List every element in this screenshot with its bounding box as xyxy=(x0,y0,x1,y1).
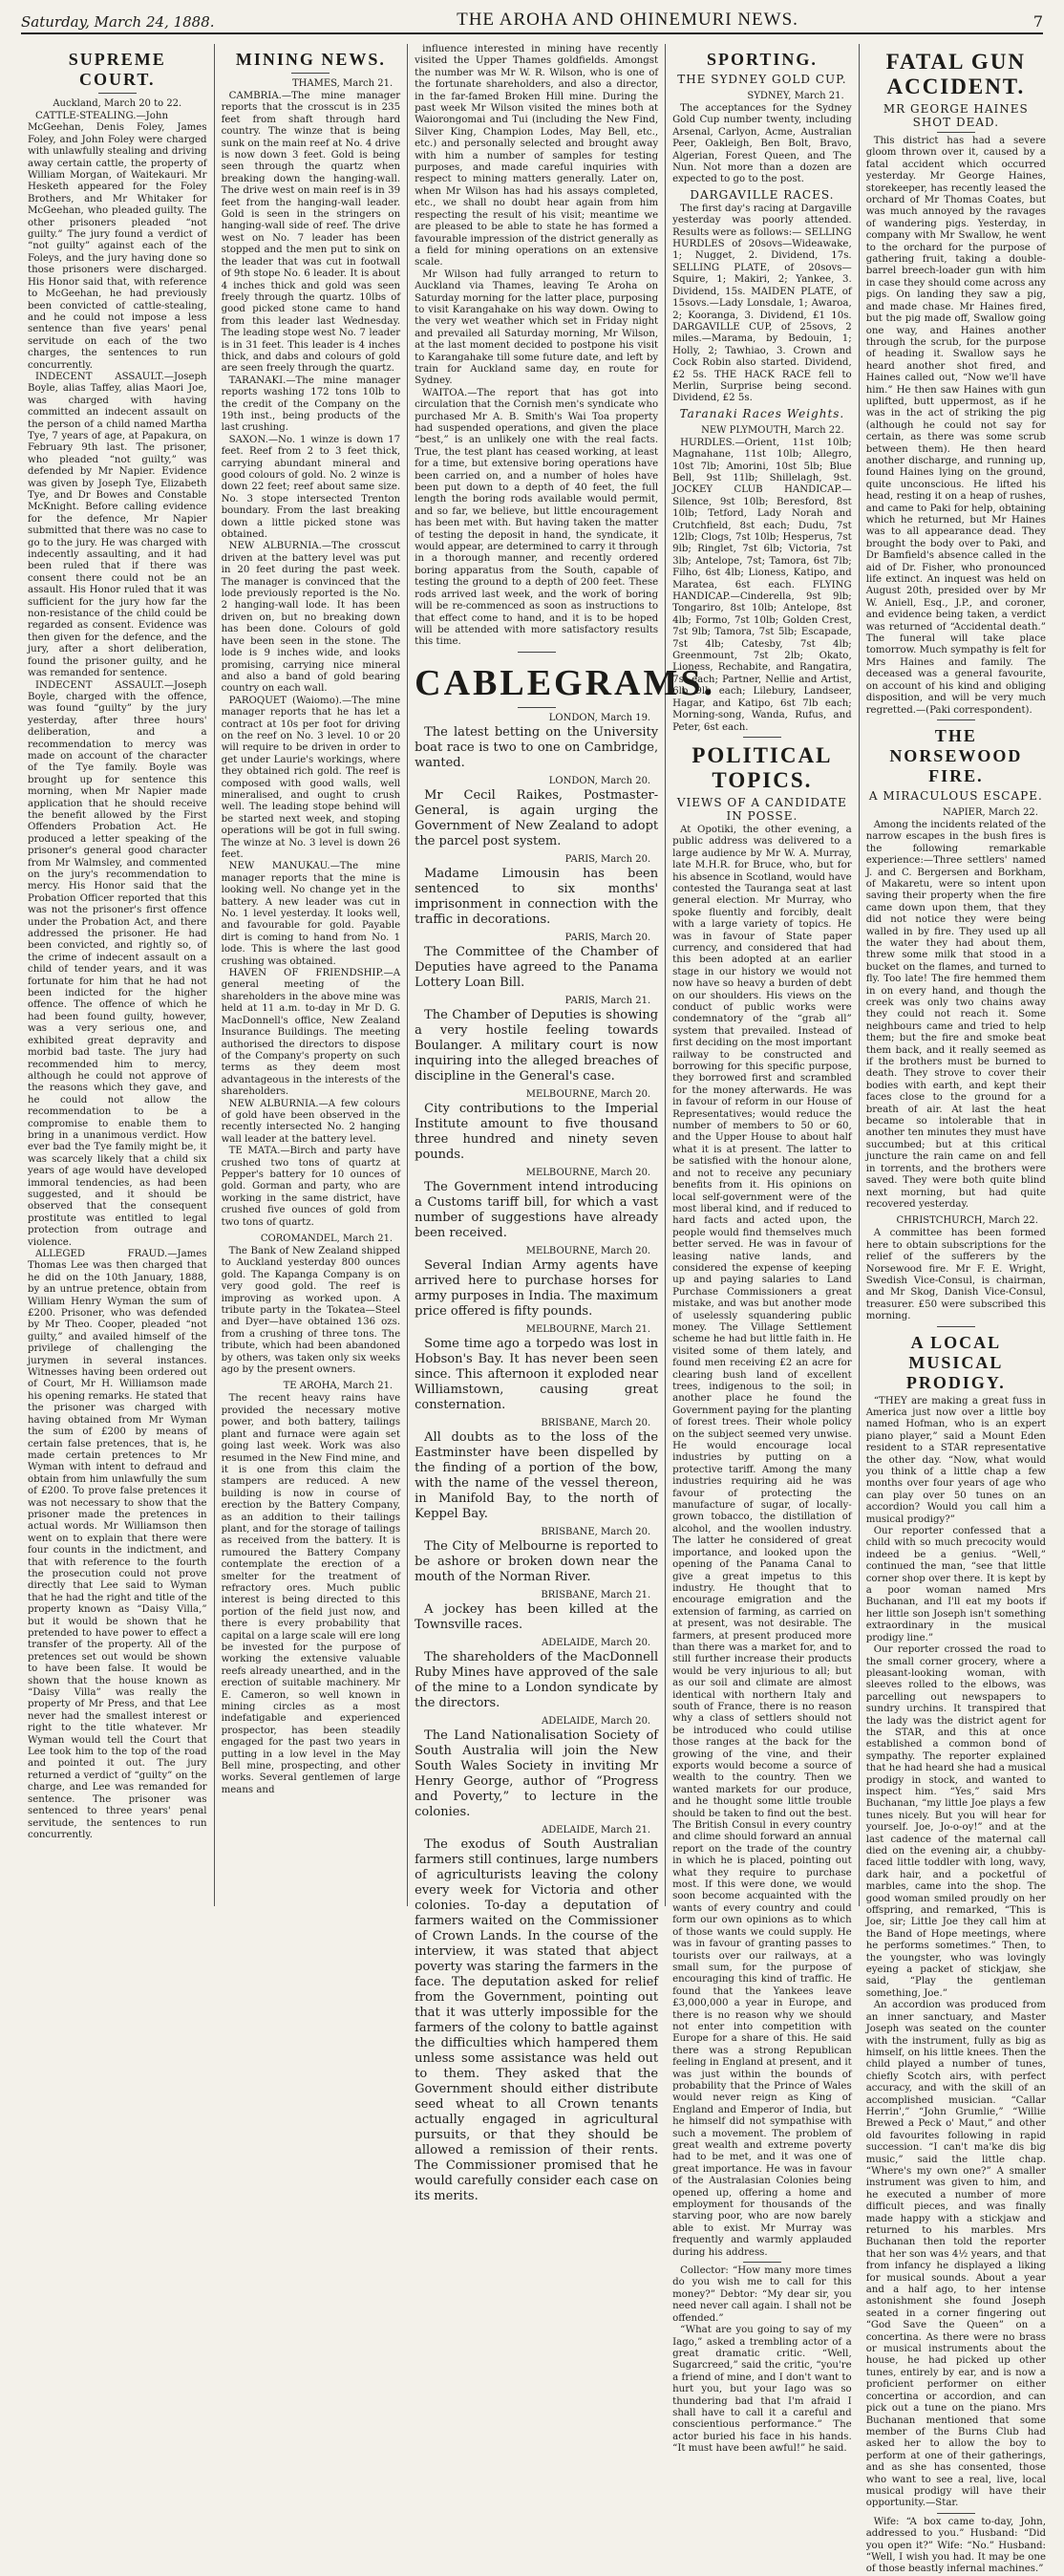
cablegram-item xyxy=(415,854,658,928)
article-paragraph: Wife: “A box came to-day, John, addressed to you.” Husband: “Did you open it?” Wife: “No.” Husband: “Well, I wish you had. It may be one of those beastly infernal machines.” xyxy=(865,2516,1046,2575)
divider xyxy=(291,73,330,74)
cablegram-item xyxy=(415,1246,658,1320)
cablegram-dateline: MELBOURNE, March 20. xyxy=(525,1245,651,1256)
political-topics-heading: POLITICAL TOPICS. xyxy=(692,742,833,792)
divider xyxy=(518,707,556,708)
cablegram-text: Mr Cecil Raikes, Postmaster-General, is again urging the Government of New Zealand to adopt the parcel post system. xyxy=(415,787,659,848)
dateline: THAMES, March 21. xyxy=(292,78,394,89)
article-paragraph: NEW ALBURNIA.—A few colours of gold have been observed in the recently intersected No. 2 hanging wall leader at the battery level. xyxy=(221,1098,401,1145)
article-paragraph: HAVEN OF FRIENDSHIP.—A general meeting of the shareholders in the above mine was held at 11 a.m. to-day in Mr D. G. MacDonnell's office, New Zealand Insurance Buildings. The meeting authorised the directors to dispose of the Company's property on such terms as they deem most advantageous in the interests of the shareholders. xyxy=(221,968,401,1098)
dateline: COROMANDEL, March 21. xyxy=(260,1234,394,1244)
norsewood-fire-heading: THE NORSEWOOD FIRE. xyxy=(889,725,1023,785)
cablegram-dateline: ADELAIDE, March 20. xyxy=(541,1715,651,1727)
subheading: A MIRACULOUS ESCAPE. xyxy=(868,788,1043,803)
sporting-political-column xyxy=(666,44,860,2455)
article-paragraph: TARANAKI.—The mine manager reports washing 172 tons 10lb to the credit of the Company on the 19th inst., being products of the last crushing. xyxy=(221,375,401,434)
article-paragraph: CATTLE-STEALING.—John McGeehan, Denis Foley, James Foley, and John Foley were charged with unlawfully stealing and driving away certain cattle, the property of William Morgan, of Waitekauri. Mr Hesketh appeared for the Foley Brothers, and Mr Whitaker for McGeehan, who pleaded guilty. The other prisoners pleaded “not guilty.” The jury found a verdict of “not guilty” against each of the Foleys, and the jury having done so those prisoners were discharged. His Honor said that, with reference to McGeehan, he had previously been convicted of cattle-stealing, and he could not impose a less sentence than five years' penal servitude on each of the two charges, the sentences to run concurrently. xyxy=(28,111,207,371)
article-paragraph: INDECENT ASSAULT.—Joseph Boyle, alias Taffey, alias Maori Joe, was charged with having committed an indecent assault on the person of a child named Martha Tye, 7 years of age, at Papakura, on February 9th last. The prisoner, who pleaded “not guilty,” was defended by Mr Napier. Evidence was given by Joseph Tye, Elizabeth Tye, and Dr Bowes and Constable McKnight. Before calling evidence for the defence, Mr Napier submitted that there was no case to go to the jury. He was charged with indecently assaulting, and it had been ruled that if there was consent there could not be an assault. His Honor ruled that it was sufficient for the jury how far the non-resistance of the child could be regarded as consent. Evidence was then given for the defence, and the jury, after a short deliberation, found the prisoner guilty, and he was remanded for sentence. xyxy=(28,371,207,679)
divider xyxy=(743,737,781,738)
issue-date: Saturday, March 24, 1888. xyxy=(21,13,215,31)
subheading: Taranaki Races Weights. xyxy=(679,406,845,420)
cablegram-dateline: PARIS, March 21. xyxy=(564,995,651,1006)
cablegram-dateline: ADELAIDE, March 20. xyxy=(541,1637,651,1648)
article-paragraph: INDECENT ASSAULT.—Joseph Boyle, charged with the offence, was found “guilty” by the jury yesterday, after three hours' deliberation, and a recommendation to mercy was made on account of the character of the Tye family. Boyle was brought up for sentence this morning, when Mr Napier made application that he should receive the benefit allowed by the First Offenders Probation Act. He produced a letter speaking of the prisoner's general good character from Mr Walmsley, and commented on the jury's recommendation to mercy. His Honor said that the Probation Officer reported that this was not the prisoner's first offence under the Probation Act, and there addressed the prisoner. He had been convicted, and rightly so, of the crime of indecent assault on a child of tender years, and it was fortunate for him that he had not been indicted for the higher offence. The offence of which he had been found guilty, however, was a very serious one, and exhibited great depravity and morbid bad taste. The jury had recommended him to mercy, although he could not approve of the reasons which they gave, and he could not allow the recommendation to be a compromise to enable them to bring in a unanimous verdict. How ever bad the Tye family might be, it was scarcely likely that a child six years of age would have developed immoral tendencies, as had been suggested, and it should be observed that the consequent prostitute was entitled to legal protection from outrage and violence. xyxy=(28,679,207,1248)
cablegram-item xyxy=(415,776,658,849)
cablegram-item xyxy=(415,1324,658,1413)
cablegram-item xyxy=(415,1168,658,1241)
subheading: DARGAVILLE RACES. xyxy=(690,187,835,202)
article-paragraph: Our reporter crossed the road to the small corner grocery, where a pleasant-looking woman, with sleeves rolled to the elbows, was parcelling out newspapers to sundry urchins. It transpired that the lady was the district agent for the STAR, and this at once established a common bond of sympathy. The reporter explained that he had heard she had a musical prodigy in stock, and wanted to inspect him. “Yes,” said Mrs Buchanan, “my little Joe plays a few tunes nicely. But you will hear for yourself. Joe, Jo-o-oy!” and at the last cadence of the maternal call died on the evening air, a chubby-faced little toddler with long, wavy, dark hair, and a pocketful of marbles, came into the shop. The good woman smiled proudly on her offspring, and remarked, “This is Joe, sir; Little Joe they call him at the Band of Hope meetings, where he performs sometimes.” Then, to the youngster, who was lovingly eyeing a packet of stickjaw, she said, “Play the gentleman something, Joe.” xyxy=(865,1644,1046,1999)
subheading: THE SYDNEY GOLD CUP. xyxy=(677,73,847,86)
cablegram-item xyxy=(415,1716,658,1820)
cablegram-dateline: BRISBANE, March 20. xyxy=(541,1526,651,1537)
article-paragraph: The Bank of New Zealand shipped to Auckland yesterday 800 ounces gold. The Kapanga Company is on very good gold. The reef is improving as worked upon. A tribute party in the Tokatea—Steel and Dyer—have obtained 136 ozs. from a crushing of three tons. The tribute, which had been abandoned by others, was taken only six weeks ago by the present owners. xyxy=(221,1246,401,1376)
cablegrams-column xyxy=(408,44,715,2203)
cablegram-dateline: BRISBANE, March 20. xyxy=(541,1417,651,1428)
article-paragraph: Mr Wilson had fully arranged to return to Auckland via Thames, leaving Te Aroha on Saturday morning for the latter place, purposing to visit Karangahake on his way down. Owing to the very wet weather which set in Friday night and prevailed all Saturday morning, Mr Wilson, at the last moment decided to postpone his visit to Karangahake till some future date, and left by train for Auckland same day, en route for Sydney. xyxy=(415,268,659,387)
cablegram-item xyxy=(415,1590,658,1633)
mining-news-heading: MINING NEWS. xyxy=(235,50,386,69)
cablegram-item xyxy=(415,1638,658,1711)
supreme-court-column xyxy=(21,44,215,1906)
sporting-heading: SPORTING. xyxy=(706,50,818,69)
divider xyxy=(98,93,137,94)
article-paragraph: SAXON.—No. 1 winze is down 17 feet. Reef from 2 to 3 feet thick, carrying abundant mineral and good colours of gold. No. 2 winze is down 22 feet; reef about same size. No. 3 stope intersected Trenton boundary. From the last breaking down a little picked stone was obtained. xyxy=(221,434,401,541)
divider xyxy=(937,2513,975,2514)
cablegram-item xyxy=(415,1418,658,1522)
cablegrams-heading: CABLEGRAMS. xyxy=(415,662,715,703)
dateline: CHRISTCHURCH, March 22. xyxy=(896,1215,1038,1227)
subheading: VIEWS OF A CANDIDATE IN POSSE. xyxy=(676,795,847,823)
cablegram-dateline: ADELAIDE, March 21. xyxy=(541,1824,651,1835)
cablegram-item xyxy=(415,713,658,771)
supreme-court-heading: SUPREME COURT. xyxy=(68,50,166,89)
divider xyxy=(937,719,975,720)
dateline: NAPIER, March 22. xyxy=(943,806,1038,818)
divider xyxy=(937,132,975,133)
cablegram-list xyxy=(415,713,658,2204)
article-paragraph: WAITOA.—The report that has got into circulation that the Cornish men's syndicate who purchased Mr A. B. Smith's Wai Toa property had suspended operations, and given the place “best,” is an unlikely one with the real facts. True, the test plant has ceased working, at least for a time, but extensive boring operations have been carried on, and a number of holes have been put down to a depth of 40 feet, the full length the boring rods available would permit, and so far, we believe, but little encouragement has been met with. But having taken the matter of testing the deposit in hand, the syndicate, it would appear, are determined to carry it through in a thorough manner, and recently ordered boring apparatus from the South, capable of testing the ground to a depth of 200 feet. These rods arrived last week, and the work of boring will be re-commenced as soon as instructions to that effect come to hand, and it is to be hoped will be attended with more satisfactory results this time. xyxy=(415,387,659,648)
cablegram-text: The Chamber of Deputies is showing a very hostile feeling towards Boulanger. A military court is now inquiring into the alleged breaches of discipline in the General's case. xyxy=(415,1007,659,1084)
dateline: Auckland, March 20 to 22. xyxy=(53,98,182,109)
article-paragraph: This district has had a severe gloom thrown over it, caused by a fatal accident which occurred yesterday. Mr George Haines, storekeeper, has recently leased the orchard of Mr Thomas Coates, but was much annoyed by the ravages of wandering pigs. Yesterday, in company with Mr Swallow, he went to the orchard for the purpose of gathering fruit, taking a double-barrel breech-loader gun with him in case they should come across any pigs. On landing they saw a pig, and made chase. Mr Haines fired, but the pig made off, Swallow going one way, and Haines another through the scrub, for the purpose of heading it. Swallow says he heard another shot fired, and Haines called out, “Now we'll have him.” He then saw Haines with gun uplifted, butt uppermost, as if he was in the act of striking the pig (although he could not say for certain, as there was some scrub between them). He then heard another discharge, and running up, found Haines lying on the ground, quite unconscious. He lifted his head, resting it on a heap of rushes, and came to Paki for help, obtaining which he returned, but Mr Haines was to all appearance dead. They brought the body over to Paki, and Dr Bamfield's absence called in the aid of Dr. Fisher, who pronounced life extinct. An inquest was held on August 20th, presided over by Mr W. Aniell, Esq., J.P., and coroner, and evidence being taken, a verdict was returned of “Accidental death.” The funeral will take place tomorrow. Much sympathy is felt for Mrs Haines and family. The deceased was a general favourite, on account of his kind and obliging disposition, and will be very much regretted.—(Paki correspondent). xyxy=(865,136,1046,716)
article-paragraph: ALLEGED FRAUD.—James Thomas Lee was then charged that he did on the 10th January, 1888, by an untrue pretence, obtain from William Henry Wyman the sum of £200. Prisoner, who was defended by Mr Theo. Cooper, pleaded “not guilty,” and availed himself of the privilege of challenging the jurymen in several instances. Witnesses having been ordered out of Court, Mr H. Williamson made his opening remarks. He stated that the prisoner was charged with having obtained from Mr Wyman the sum of £200 by means of certain false pretences, that is, he made certain pretences to Mr Wyman with intent to defraud and obtain from him unlawfully the sum of £200. To prove false pretences it was not necessary to show that the prisoner made the pretences in actual words. Mr Williamson then went on to explain that there were four counts in the indictment, and that with reference to the fourth the prosecution could not prove directly that Lee said to Wyman that he had the right and title of the property known as “Daisy Villa,” but it would be shown that he pretended to have power to effect a transfer of the property. All of the pretences set out would be shown to have been false. It would be shown that the house known as “Daisy Villa” was really the property of Mr Press, and that Lee never had the smallest interest or right to the title whatever. Mr Wyman would tell the Court that Lee took him to the top of the road and pointed it out. The jury returned a verdict of “guilty” on the charge, and Lee was remanded for sentence. The prisoner was sentenced to three years' penal servitude, the sentences to run concurrently. xyxy=(28,1249,207,1840)
article-paragraph: Our reporter confessed that a child with so much precocity would indeed be a genius. “Well,” continued the man, “see that little corner shop over there. It is kept by a poor woman named Mrs Buchanan, and I'll eat my boots if her little son Joseph isn't something extraordinary in the musical prodigy line.” xyxy=(865,1526,1046,1643)
article-paragraph: CAMBRIA.—The mine manager reports that the crosscut is in 235 feet from shaft through hard country. The winze that is being sunk on the main reef at No. 4 drive is now down 3 feet. Gold is being seen through the quartz when breaking down the hanging-wall. The drive west on main reef is in 39 feet from the hanging-wall leader. Gold is seen in the stringers on hanging-wall side of reef. The drive west on No. 7 leader has been stopped and the men put to sink on the leader that was cut in footwall of 9th stope No. 6 leader. It is about 4 inches thick and gold was seen freely through the quartz. 10lbs of good picked stone came to hand from this leader last Wednesday. The leading stope west No. 7 leader is in 31 feet. This leader is 4 inches thick, and dabs and colours of gold are seen freely through the quartz. xyxy=(221,91,401,375)
cablegram-text: The latest betting on the University boat race is two to one on Cambridge, wanted. xyxy=(415,724,659,770)
article-paragraph: A committee has been formed here to obtain subscriptions for the relief of the sufferers by the Norsewood fire. Mr F. E. Wright, Swedish Vice-Consul, is chairman, and Mr Skog, Danish Vice-Consul, treasurer. £50 were subscribed this morning. xyxy=(865,1228,1046,1322)
cablegram-item xyxy=(415,933,658,991)
fatal-gun-accident-heading: FATAL GUN ACCIDENT. xyxy=(885,50,1027,98)
article-paragraph: TE MATA.—Birch and party have crushed two tons of quartz at Pepper's battery for 10 ounces of gold. Gorman and party, who are working in the same district, have crushed five ounces of gold from two tons of quartz. xyxy=(221,1146,401,1228)
cablegram-text: A jockey has been killed at the Townsville races. xyxy=(415,1601,659,1632)
article-paragraph: Collector: “How many more times do you wish me to call for this money?” Debtor: “My dear sir, you need never call again. I shall not be offended.” xyxy=(672,2265,852,2324)
cablegram-text: The Government intend introducing a Customs tariff bill, for which a vast number of suggestions have already been received. xyxy=(415,1179,659,1240)
cablegram-dateline: LONDON, March 20. xyxy=(548,775,651,786)
article-paragraph: Among the incidents related of the narrow escapes in the bush fires is the following remarkable experience:—Three settlers' named J. and C. Bergersen and Borkham, of Makaretu, were so intent upon saving their property when the fire came down upon them, that they did not notice they were being walled in by fire. They used up all the water they had about them, threw some milk that stood in a bucket on the flames, and turned to fly. Too late! The fire hemmed them in on every hand, and though the creek was only two chains away they could not reach it. Some neighbours came and tried to help them; but the fire and smoke beat them back, and it really seemed as if the brothers must be burned to death. They strove to cover their bodies with earth, and kept their faces close to the ground for a breath of air. At last the heat became so intolerable that in another ten minutes they must have succumbed; but at this critical juncture the rain came on and fell in torrents, and the brothers were saved. They were both quite blind next morning, but had quite recovered yesterday. xyxy=(865,819,1046,1210)
article-paragraph: The recent heavy rains have provided the necessary motive power, and both battery, tailings plant and furnace were again set going last week. Work was also resumed in the New Find mine, and it is one from this claim the stampers are reduced. A new building is now in course of erection by the Battery Company, as an addition to their tailings plant, and for the storage of tailings as received from the battery. It is rumoured the Battery Company contemplate the erection of a smelter for the treatment of refractory ores. Much public interest is being directed to this portion of the field just now, and there is every probability that capital on a large scale will ere long be invested for the purpose of working the extensive valuable reefs already unearthed, and in the erection of suitable machinery. Mr E. Cameron, so well known in mining circles as a most indefatigable and experienced prospector, has been steadily engaged for the past two years in putting in a low level in the May Bell mine, prospecting, and other works. Several gentlemen of large means and xyxy=(221,1393,401,1795)
article-paragraph: An accordion was produced from an inner sanctuary, and Master Joseph was seated on the counter with the instrument, fully as big as himself, on his little knees. Then the child played a number of tunes, chiefly Scotch airs, with perfect accuracy, and with the skill of an accomplished musician. “Callar Herrin',” “John Grumlie,” “Willie Brewed a Peck o' Maut,” and other old favourites following in rapid succession. “I can't ma'ke dis big music,” said the little chap. “Where's my own one?” A smaller instrument was given to him, and he executed a number of more difficult pieces, and was finally made happy with a stickjaw and returned to his marbles. Mrs Buchanan then told the reporter that her son was 4½ years, and that from infancy he displayed a liking for musical sounds. About a year and a half ago, to her intense astonishment she found Joseph seated in a corner fingering out “God Save the Queen” on a concertina. As there were no brass or musical instruments about the house, he had picked up other tunes, entirely by ear, and is now a proficient performer on either concertina or accordion, and can pick out a tune on the piano. Mrs Buchanan mentioned that some member of the Burns Club had asked her to allow the boy to perform at one of their gatherings, and as she has consented, those who want to see a real, live, local musical prodigy will have their opportunity.—Star. xyxy=(865,2000,1046,2509)
cablegram-dateline: PARIS, March 20. xyxy=(564,932,651,943)
cablegram-item xyxy=(415,1089,658,1163)
mining-news-column xyxy=(215,44,409,1906)
cablegram-dateline: LONDON, March 19. xyxy=(548,712,651,723)
cablegram-text: City contributions to the Imperial Institute amount to five thousand three hundred and ninety seven pounds. xyxy=(415,1101,659,1162)
cablegram-item xyxy=(415,996,658,1084)
cablegram-item xyxy=(415,1825,658,2204)
article-paragraph: The acceptances for the Sydney Gold Cup number twenty, including Arsenal, Carlyon, Acme, Australian Peer, Oakleigh, Ben Bolt, Bravo, Algerian, Forest Queen, and The Nun. Not more than a dozen are expected to go to the post. xyxy=(672,103,852,185)
article-paragraph: At Opotiki, the other evening, a public address was delivered to a large audience by Mr W. A. Murray, late M.H.R. for Bruce, who, but for his absence in Scotland, would have contested the Tauranga seat at last general election. Mr Murray, who spoke fluently and forcibly, dealt with a large variety of topics. He was in favour of State paper currency, and considered that had this been adopted at an earlier stage in our history we would not now have so heavy a burden of debt on our shoulders. His views on the conduct of public works were condemnatory of the “grab all” system that prevailed. Instead of first deciding on the most important railway to be constructed and borrowing for this specific purpose, they borrowed first and scrambled for the money afterwards. He was in favour of reform in our House of Representatives; would reduce the number of members to 50 or 60, and the Upper House to about half what it is at present. The latter to be satisfied with the honour alone, and not to receive any pecuniary benefits from it. His opinions on local self-government were of the most liberal kind, and if reduced to hard facts and acted upon, the people would find themselves much better served. He was in favour of leasing native lands, and considered the expense of keeping up and paying salaries to Land Purchase Commissioners a great mistake, and was but another mode of uselessly squandering public money. The Village Settlement scheme he had but little faith in. He visited some of them lately, and found men receiving £2 an acre for clearing bush land of excellent trees, indigenous to the soil; in another place he found the Government paying for the planting of forest trees. Their whole policy on the subject seemed very unwise. He would encourage local industries by putting on a protective tariff. Among the many industries requiring aid he was favour of protecting the manufacture of sugar, of locally-grown tobacco, the distillation of alcohol, and the woollen industry. The latter he considered of great importance, and looked upon the opening of the Panama Canal to give a great impetus to this industry. He thought that to encourage emigration and the extension of farming, as carried on at present, was not desirable. The farmers, at present produced more than there was a market for, and to still further increase their products would be very injurious to all; but as our soil and climate are almost identical with northern Italy and south of France, there is no reason why a class of settlers should not be introduced who could utilise those ranges at the back for the growing of the vine, and their exports would become a source of wealth to the country. Then we wanted markets for our produce, and he thought some little trouble should be taken to find out the best. The British Consul in every country and clime should forward an annual report on the trade of the country in which he is placed, pointing out what they require to purchase most. If this were done, we would soon become acquainted with the wants of every country and could form our own opinions as to which of those wants we could supply. He was in favour of granting passes to tourists over our railways, at a small sum, for the purpose of encouraging this kind of traffic. He found that the Yankees leave £3,000,000 a year in Europe, and there is no reason why we should not enter into competition with Europe for a share of this. He said there was a strong Republican feeling in England at present, and it was just within the bounds of probability that the Prince of Wales would never reign as King of England and Emperor of India, but he himself did not sympathise with such a movement. The problem of great wealth and extreme poverty had to be met, and it was one of great importance. He was in favour of the Australasian Colonies being opened up, offering a home and employment for thousands of the starving poor, who are now barely able to exist. Mr Murray was frequently and warmly applauded during his address. xyxy=(672,824,852,2258)
cablegram-item xyxy=(415,1527,658,1585)
divider xyxy=(518,652,556,653)
article-paragraph: influence interested in mining have recently visited the Upper Thames goldfields. Amongst the number was Mr W. R. Wilson, who is one of the fortunate shareholders, and also a director, in the far-famed Broken Hill mine. During the past week Mr Wilson visited the mines both at Waiorongomai and Tui (including the New Find, Silver King, Champion Lodes, May Bell, etc., etc.) and personally selected and brought away with him a number of samples for testing purposes, and made careful inquiries with respect to mining matters generally. Later on, when Mr Wilson has had his assays completed, etc., we shall no doubt hear again from him respecting the result of his visit; meantime we are pleased to be able to state he has formed a favourable impression of the district generally as a field for mining operations on an extensive scale. xyxy=(415,44,659,268)
cablegram-text: Several Indian Army agents have arrived here to purchase horses for army purposes in India. The maximum price offered is fifty pounds. xyxy=(415,1257,659,1319)
dateline: TE AROHA, March 21. xyxy=(283,1381,394,1392)
columns xyxy=(21,44,1053,2575)
cablegram-text: All doubts as to the loss of the Eastminster have been dispelled by the finding of a portion of the bow, with the name of the vessel thereon, in Manifold Bay, to the north of Keppel Bay. xyxy=(415,1429,659,1521)
dateline: SYDNEY, March 21. xyxy=(747,91,844,101)
divider xyxy=(743,2262,781,2263)
musical-prodigy-heading: A LOCAL MUSICAL PRODIGY. xyxy=(905,1332,1006,1392)
dateline: NEW PLYMOUTH, March 22. xyxy=(701,424,844,436)
cablegram-text: The shareholders of the MacDonnell Ruby Mines have approved of the sale of the mine to a London syndicate by the directors. xyxy=(415,1649,659,1710)
cablegram-dateline: BRISBANE, March 21. xyxy=(541,1589,651,1600)
cablegram-dateline: MELBOURNE, March 20. xyxy=(525,1167,651,1178)
cablegram-text: The exodus of South Australian farmers still continues, large numbers of agriculturists leaving the colony every week for Victoria and other colonies. To-day a deputation of farmers waited on the Commissioner of Crown Lands. In the course of the interview, it was stated that abject poverty was staring the farmers in the face. The deputation asked for relief from the Government, pointing out that it was utterly impossible for the farmers of the colony to battle against the difficulties which hampered them unless some assistance was held out to them. They asked that the Government should either distribute seed wheat to all Crown tenants actually engaged in agricultural pursuits, or that they should be allowed a remission of their rents. The Commissioner promised that he would carefully consider each case on its merits. xyxy=(415,1836,659,2203)
cablegram-dateline: MELBOURNE, March 21. xyxy=(525,1323,651,1335)
cablegram-text: Some time ago a torpedo was lost in Hobson's Bay. It has never been seen since. This afternoon it exploded near Williamstown, causing great consternation. xyxy=(415,1336,659,1412)
newspaper-title: THE AROHA AND OHINEMURI NEWS. xyxy=(457,10,798,30)
cablegram-text: The City of Melbourne is reported to be ashore or broken down near the mouth of the Norman River. xyxy=(415,1538,659,1584)
subheading: MR GEORGE HAINES SHOT DEAD. xyxy=(883,102,1029,129)
cablegram-text: The Committee of the Chamber of Deputies have agreed to the Panama Lottery Loan Bill. xyxy=(415,944,659,990)
cablegram-dateline: MELBOURNE, March 20. xyxy=(525,1088,651,1100)
article-paragraph: PAROQUET (Waiomo).—The mine manager reports that he has let a contract at 10s per foot for driving on the reef on No. 3 level. 10 or 20 will require to be driven in order to get under Laurie's workings, where they obtained rich gold. The reef is composed with good walls, well mineralised, and ought to crush well. The leading stope behind will be started next week, and stoping operations will be got in full swing. The winze at No. 3 level is down 26 feet. xyxy=(221,695,401,860)
gun-accident-column xyxy=(860,44,1053,2575)
cablegram-text: Madame Limousin has been sentenced to six months' imprisonment in connection with the traffic in decorations. xyxy=(415,866,659,927)
article-paragraph: The first day's racing at Dargaville yesterday was poorly attended. Results were as follows:— SELLING HURDLES of 20sovs—Wideawake, 1; Nugget, 2. Dividend, 17s. SELLING PLATE, of 20sovs—Squire, 1; Makiri, 2; Yankee, 3. Dividend, 15s. MAIDEN PLATE, of 15sovs.—Lady Lonsdale, 1; Awaroa, 2; Kooranga, 3. Dividend, £1 10s. DARGAVILLE CUP, of 25sovs, 2 miles.—Marama, by Bedouin, 1; Holly, 2; Tawhiao, 3. Crown and Cock Robin also started. Dividend, £2 5s. THE HACK RACE fell to Merlin, Surprise being second. Dividend, £2 5s. xyxy=(672,203,852,404)
divider xyxy=(937,1326,975,1327)
page-number: 7 xyxy=(1032,12,1043,31)
article-paragraph: NEW ALBURNIA.—The crosscut driven at the battery level was put in 20 feet during the past week. The manager is convinced that the lode previously reported is the No. 2 hanging-wall lode. It has been driven on, but no breaking down has been done. Colours of gold have been seen in the stone. The lode is 9 inches wide, and looks promising, carrying nice mineral and also a band of gold bearing country on each wall. xyxy=(221,541,401,695)
article-paragraph: NEW MANUKAU.—The mine manager reports that the mine is looking well. No change yet in the battery. A new leader was cut in No. 1 level yesterday. It looks well, and favourable for gold. Payable dirt is coming to hand from No. 1 lode. This is where the last good crushing was obtained. xyxy=(221,861,401,967)
masthead xyxy=(21,8,1043,34)
article-paragraph: “THEY are making a great fuss in America just now over a little boy named Hofman, who is an expert piano player,” said a Mount Eden resident to a STAR representative the other day. “Now, what would you think of a little chap a few months over four years of age who can play over 50 tunes on an accordion? Would you call him a musical prodigy?” xyxy=(865,1395,1046,1525)
cablegram-text: The Land Nationalisation Society of South Australia will join the New South Wales Society in inviting Mr Henry George, author of “Progress and Poverty,” to lecture in the colonies. xyxy=(415,1728,659,1819)
cablegram-dateline: PARIS, March 20. xyxy=(564,853,651,865)
article-paragraph: “What are you going to say of my Iago,” asked a trembling actor of a great dramatic critic. “Well, Sugarcreed,” said the critic, “you're a friend of mine, and I don't want to hurt you, but your Iago was so thundering bad that I'm afraid I shall have to call it a careful and conscientious performance.” The actor buried his face in his hands. “It must have been awful!” he said. xyxy=(672,2325,852,2455)
article-paragraph: HURDLES.—Orient, 11st 10lb; Magnahane, 11st 10lb; Allegro, 10st 7lb; Amorini, 10st 5lb; Blue Bell, 9st 11lb; Shillelagh, 9st. JOCKEY CLUB HANDICAP.—Silence, 9st 10lb; Beresford, 8st 10lb; Tetford, Lady Norah and Crutchfield, 8st each; Dudu, 7st 12lb; Clogs, 7st 10lb; Hesperus, 7st 9lb; Ringlet, 7st 6lb; Victoria, 7st 3lb; Antelope, 7st; Tamora, 6st 7lb; Filho, 6st 4lb; Lioness, Katipo, and Maratea, 6st each. FLYING HANDICAP.—Cinderella, 9st 9lb; Tongariro, 8st 10lb; Antelope, 8st 4lb; Formo, 7st 10lb; Golden Crest, 7st 9lb; Tamora, 7st 5lb; Escapade, 7st 4lb; Catesby, 7st 4lb; Greenmount, 7st 2lb; Okato, Lioness, Rechabite, and Rangatira, 7st each; Partner, Nellie and Artist, 6lb 9lb each; Lilebury, Landseer, Hagar, and Katipo, 6st 7lb each; Morning-song, Wanda, Rufus, and Peter, 6st each. xyxy=(672,437,852,733)
